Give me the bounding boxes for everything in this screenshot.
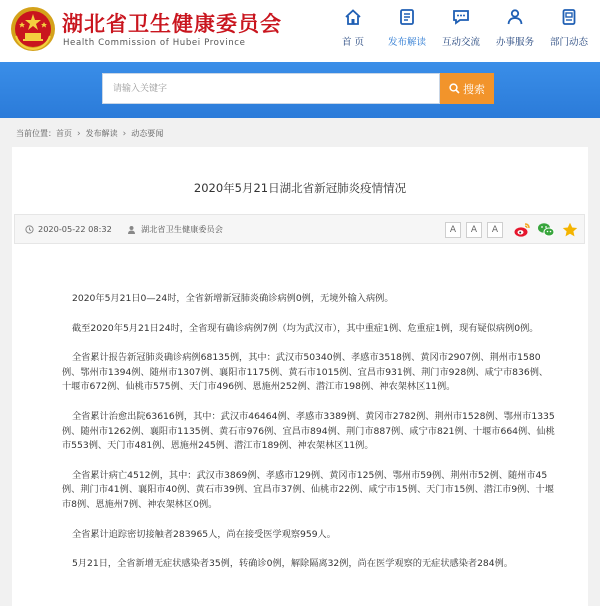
site-header (0, 0, 600, 62)
site-title[interactable]: 湖北省卫生健康委员会 (62, 12, 282, 36)
clock-icon (25, 225, 34, 234)
user-icon (127, 225, 136, 234)
chat-icon (452, 8, 470, 26)
article-date-text: 2020-05-22 08:32 (38, 224, 112, 234)
breadcrumb-separator-icon: › (122, 128, 127, 139)
search-input[interactable] (102, 73, 440, 104)
nav-item-department[interactable] (544, 8, 594, 48)
nav-label-publish: 发布解读 (387, 37, 426, 48)
search-button[interactable] (440, 73, 494, 104)
breadcrumb-item-news[interactable]: 动态要闻 (131, 129, 164, 138)
breadcrumb-prefix: 当前位置： (16, 129, 56, 138)
nav-item-interact[interactable] (436, 8, 486, 48)
nav-item-service[interactable] (490, 8, 540, 48)
article-paragraph: 5月21日，全省新增无症状感染者35例，转确诊0例，解除隔离32例，尚在医学观察的无症状感染者284例。 (72, 558, 513, 570)
national-emblem-icon (10, 6, 56, 52)
article-paragraph: 全省累计报告新冠肺炎确诊病例68135例，其中：武汉市50340例、孝感市3518例、黄冈市2907例、荆州市1580例、鄂州市1394例、随州市1307例、襄阳市1175例、黄石市1015例、宜昌市931例、荆门市928例、咸宁市836例、十堰市672例、仙桃市575例、天门市496例、恩施州252例、潜江市198例、神农架林区11例。 (62, 352, 549, 393)
article-paragraph: 全省累计追踪密切接触者283965人，尚在接受医学观察959人。 (72, 528, 336, 540)
search-button-label: 搜索 (463, 82, 485, 96)
search-band (0, 62, 600, 118)
article-paragraph: 2020年5月21日0—24时，全省新增新冠肺炎确诊病例0例，无境外输入病例。 (72, 293, 394, 304)
nav-item-home[interactable] (328, 8, 378, 48)
article-paragraph: 截至2020年5月21日24时，全省现有确诊病例7例（均为武汉市），其中重症1例、危重症1例，现有疑似病例0例。 (72, 322, 539, 334)
main-nav (324, 8, 594, 48)
article-source-text: 湖北省卫生健康委员会 (141, 224, 223, 234)
nav-label-service: 办事服务 (495, 37, 534, 48)
article-body (62, 292, 555, 587)
article-paragraph: 全省累计病亡4512例，其中：武汉市3869例、孝感市129例、黄冈市125例、鄂州市59例、荆州市52例、随州市45例、荆门市41例、襄阳市40例、黄石市39例、宜昌市37例、仙桃市22例、咸宁市15例、天门市15例、潜江市9例、十堰市8例、恩施州7例、神农架林区0例。 (62, 469, 554, 510)
article-date (25, 224, 112, 234)
nav-label-interact: 互动交流 (441, 37, 480, 48)
wechat-icon[interactable] (537, 221, 555, 239)
department-icon (560, 8, 578, 26)
font-size-medium-button[interactable]: A (466, 222, 482, 238)
breadcrumb-separator-icon: › (77, 128, 81, 139)
breadcrumb-item-home[interactable]: 首页 (56, 129, 72, 138)
document-icon (398, 8, 416, 26)
service-icon (506, 8, 524, 26)
site-subtitle: Health Commission of Hubei Province (63, 38, 246, 48)
breadcrumb (16, 128, 163, 139)
favorite-star-icon[interactable] (561, 221, 579, 239)
nav-item-publish[interactable] (382, 8, 432, 48)
article-title: 2020年5月21日湖北省新冠肺炎疫情情况 (193, 181, 407, 195)
font-size-large-button[interactable]: A (445, 222, 461, 238)
weibo-icon[interactable] (513, 221, 531, 239)
article-source (127, 224, 223, 235)
nav-label-department: 部门动态 (549, 37, 588, 48)
font-size-small-button[interactable]: A (487, 222, 503, 238)
nav-label-home: 首 页 (341, 37, 365, 48)
search-icon (449, 83, 460, 94)
home-icon (344, 8, 362, 26)
article-paragraph: 全省累计治愈出院63616例，其中：武汉市46464例、孝感市3389例、黄冈市2782例、荆州市1528例、鄂州市1335例、随州市1262例、襄阳市1135例、黄石市976例、宜昌市894例、荆门市887例、咸宁市821例、十堰市664例、仙桃市553例、天门市481例、恩施州245例、潜江市189例、神农架林区11例。 (62, 410, 555, 452)
breadcrumb-item-publish[interactable]: 发布解读 (85, 129, 118, 138)
article-meta-bar (14, 214, 585, 244)
